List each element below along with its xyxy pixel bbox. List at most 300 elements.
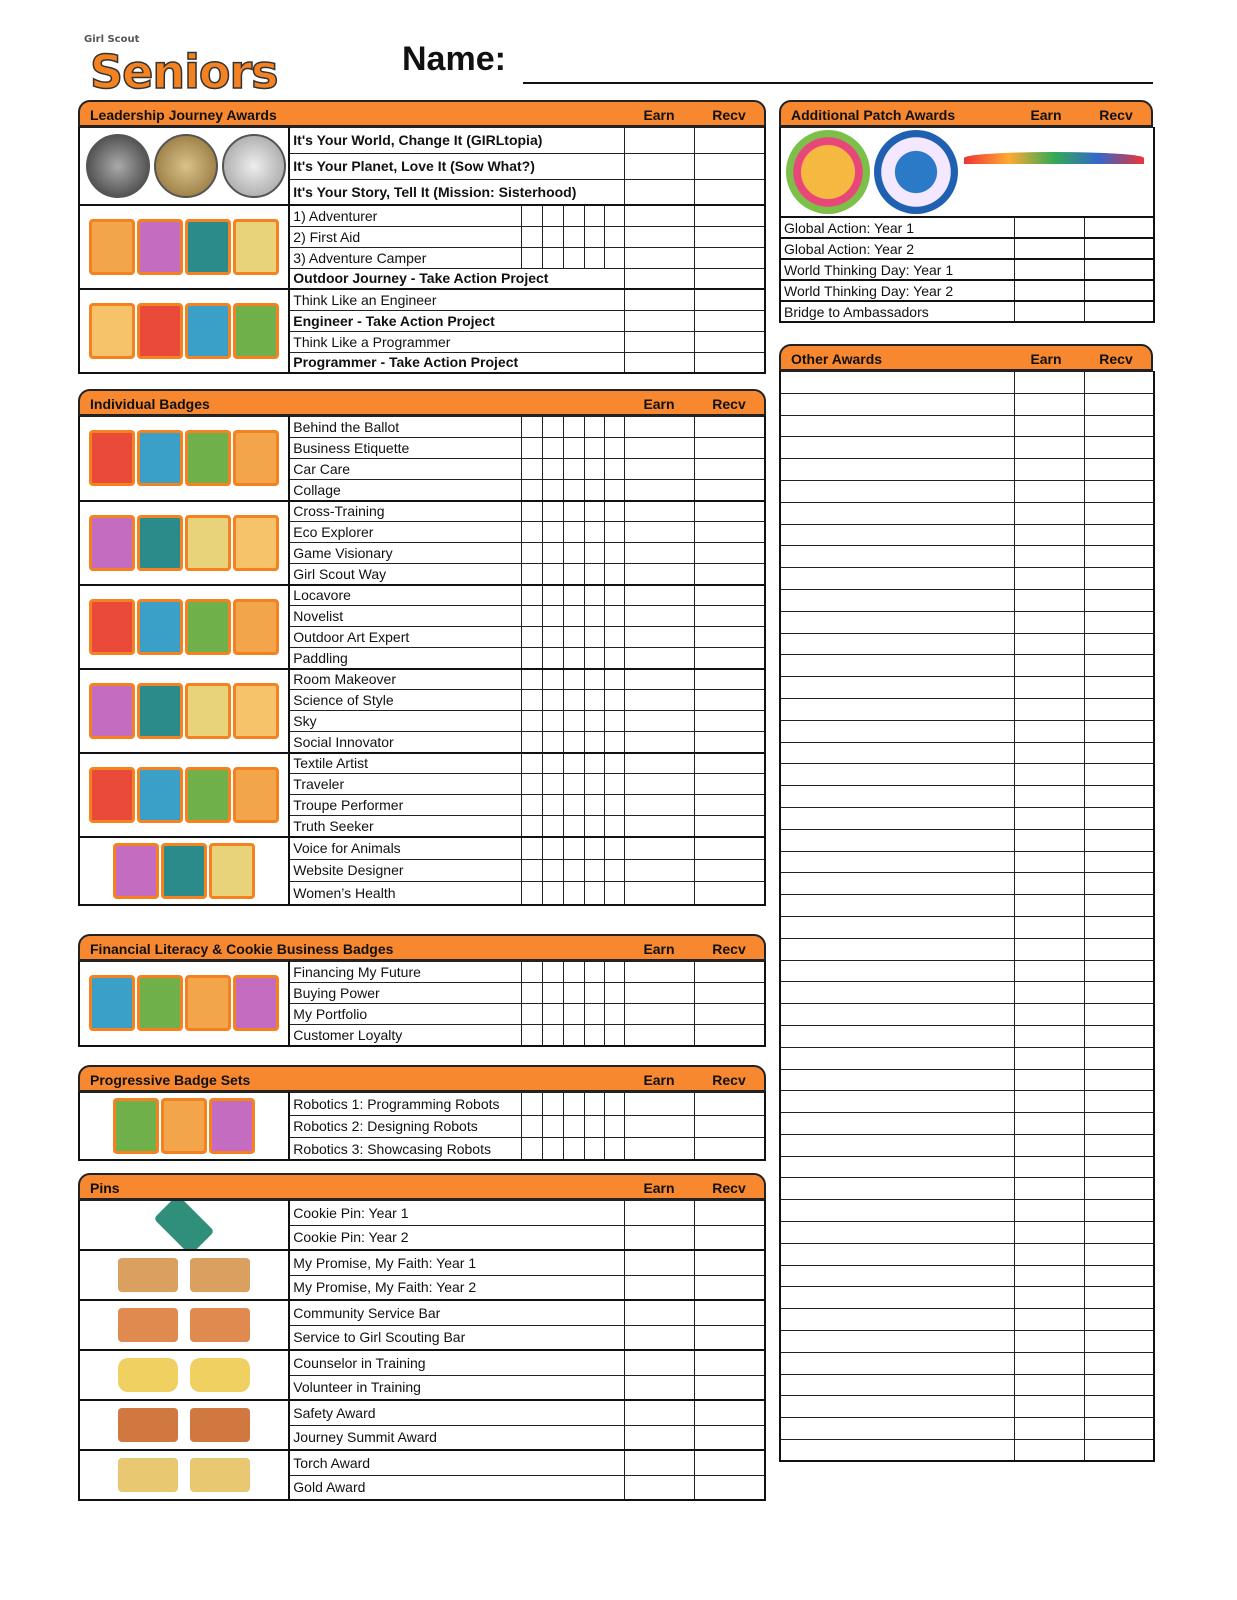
recv-cell[interactable]	[1084, 524, 1154, 546]
requirement-checkbox[interactable]	[543, 795, 564, 816]
recv-cell[interactable]	[1084, 1091, 1154, 1113]
earn-cell[interactable]	[625, 289, 695, 310]
requirement-checkbox[interactable]	[522, 459, 543, 480]
earn-cell[interactable]	[625, 816, 695, 837]
recv-cell[interactable]	[1084, 459, 1154, 481]
earn-cell[interactable]	[1014, 1222, 1084, 1244]
requirement-checkbox[interactable]	[605, 247, 625, 268]
requirement-checkbox[interactable]	[605, 417, 625, 438]
recv-cell[interactable]	[695, 480, 765, 501]
requirement-checkbox[interactable]	[522, 837, 543, 860]
earn-cell[interactable]	[1014, 546, 1084, 568]
earn-cell[interactable]	[1014, 1243, 1084, 1265]
earn-cell[interactable]	[1014, 1025, 1084, 1047]
recv-cell[interactable]	[1084, 1025, 1154, 1047]
earn-cell[interactable]	[1014, 372, 1084, 394]
earn-cell[interactable]	[1014, 829, 1084, 851]
requirement-checkbox[interactable]	[543, 501, 564, 522]
earn-cell[interactable]	[625, 501, 695, 522]
requirement-checkbox[interactable]	[564, 669, 585, 690]
recv-cell[interactable]	[1084, 1222, 1154, 1244]
earn-cell[interactable]	[1014, 764, 1084, 786]
recv-cell[interactable]	[1084, 1265, 1154, 1287]
requirement-checkbox[interactable]	[564, 247, 585, 268]
requirement-checkbox[interactable]	[564, 1138, 585, 1161]
earn-cell[interactable]	[625, 268, 695, 289]
earn-cell[interactable]	[1014, 1069, 1084, 1091]
requirement-checkbox[interactable]	[585, 1004, 605, 1025]
earn-cell[interactable]	[1014, 1352, 1084, 1374]
recv-cell[interactable]	[695, 331, 765, 352]
requirement-checkbox[interactable]	[585, 543, 605, 564]
award-name-cell[interactable]	[780, 1440, 1014, 1462]
recv-cell[interactable]	[1084, 1069, 1154, 1091]
recv-cell[interactable]	[1084, 960, 1154, 982]
recv-cell[interactable]	[1084, 1113, 1154, 1135]
requirement-checkbox[interactable]	[543, 438, 564, 459]
earn-cell[interactable]	[1014, 720, 1084, 742]
requirement-checkbox[interactable]	[522, 543, 543, 564]
requirement-checkbox[interactable]	[564, 882, 585, 905]
earn-cell[interactable]	[1014, 960, 1084, 982]
earn-cell[interactable]	[625, 585, 695, 606]
requirement-checkbox[interactable]	[543, 648, 564, 669]
requirement-checkbox[interactable]	[605, 438, 625, 459]
requirement-checkbox[interactable]	[564, 711, 585, 732]
requirement-checkbox[interactable]	[585, 1025, 605, 1046]
recv-cell[interactable]	[695, 205, 765, 226]
requirement-checkbox[interactable]	[543, 882, 564, 905]
earn-cell[interactable]	[625, 795, 695, 816]
requirement-checkbox[interactable]	[543, 669, 564, 690]
recv-cell[interactable]	[1084, 1396, 1154, 1418]
recv-cell[interactable]	[695, 648, 765, 669]
award-name-cell[interactable]	[780, 1287, 1014, 1309]
requirement-checkbox[interactable]	[585, 226, 605, 247]
requirement-checkbox[interactable]	[605, 1025, 625, 1046]
earn-cell[interactable]	[1014, 982, 1084, 1004]
earn-cell[interactable]	[1014, 1374, 1084, 1396]
award-name-cell[interactable]	[780, 1418, 1014, 1440]
requirement-checkbox[interactable]	[522, 564, 543, 585]
earn-cell[interactable]	[625, 522, 695, 543]
requirement-checkbox[interactable]	[564, 501, 585, 522]
requirement-checkbox[interactable]	[605, 669, 625, 690]
recv-cell[interactable]	[695, 774, 765, 795]
requirement-checkbox[interactable]	[564, 438, 585, 459]
earn-cell[interactable]	[1014, 873, 1084, 895]
earn-cell[interactable]	[625, 1250, 695, 1275]
requirement-checkbox[interactable]	[522, 795, 543, 816]
recv-cell[interactable]	[695, 606, 765, 627]
earn-cell[interactable]	[1014, 524, 1084, 546]
recv-cell[interactable]	[1084, 502, 1154, 524]
recv-cell[interactable]	[1084, 546, 1154, 568]
requirement-checkbox[interactable]	[585, 417, 605, 438]
requirement-checkbox[interactable]	[543, 226, 564, 247]
requirement-checkbox[interactable]	[522, 585, 543, 606]
requirement-checkbox[interactable]	[522, 774, 543, 795]
award-name-cell[interactable]	[780, 1200, 1014, 1222]
requirement-checkbox[interactable]	[543, 522, 564, 543]
award-name-cell[interactable]	[780, 1309, 1014, 1331]
earn-cell[interactable]	[625, 1225, 695, 1250]
requirement-checkbox[interactable]	[605, 816, 625, 837]
earn-cell[interactable]	[625, 331, 695, 352]
recv-cell[interactable]	[695, 1115, 765, 1138]
requirement-checkbox[interactable]	[522, 1004, 543, 1025]
recv-cell[interactable]	[695, 310, 765, 331]
award-name-cell[interactable]	[780, 393, 1014, 415]
earn-cell[interactable]	[1014, 611, 1084, 633]
recv-cell[interactable]	[1084, 1352, 1154, 1374]
earn-cell[interactable]	[625, 1400, 695, 1425]
earn-cell[interactable]	[625, 1425, 695, 1450]
recv-cell[interactable]	[1084, 1004, 1154, 1026]
earn-cell[interactable]	[625, 690, 695, 711]
earn-cell[interactable]	[1014, 677, 1084, 699]
earn-cell[interactable]	[625, 1375, 695, 1400]
award-name-cell[interactable]	[780, 786, 1014, 808]
requirement-checkbox[interactable]	[564, 543, 585, 564]
requirement-checkbox[interactable]	[564, 774, 585, 795]
requirement-checkbox[interactable]	[543, 1025, 564, 1046]
recv-cell[interactable]	[695, 962, 765, 983]
award-name-cell[interactable]	[780, 524, 1014, 546]
earn-cell[interactable]	[1014, 217, 1084, 238]
earn-cell[interactable]	[1014, 1004, 1084, 1026]
requirement-checkbox[interactable]	[543, 690, 564, 711]
requirement-checkbox[interactable]	[543, 774, 564, 795]
requirement-checkbox[interactable]	[522, 816, 543, 837]
earn-cell[interactable]	[625, 1004, 695, 1025]
earn-cell[interactable]	[625, 564, 695, 585]
recv-cell[interactable]	[1084, 611, 1154, 633]
requirement-checkbox[interactable]	[605, 1004, 625, 1025]
earn-cell[interactable]	[625, 1350, 695, 1375]
requirement-checkbox[interactable]	[564, 753, 585, 774]
requirement-checkbox[interactable]	[522, 627, 543, 648]
recv-cell[interactable]	[1084, 1287, 1154, 1309]
earn-cell[interactable]	[625, 153, 695, 179]
award-name-cell[interactable]	[780, 1069, 1014, 1091]
requirement-checkbox[interactable]	[522, 606, 543, 627]
award-name-cell[interactable]	[780, 611, 1014, 633]
requirement-checkbox[interactable]	[522, 690, 543, 711]
earn-cell[interactable]	[625, 606, 695, 627]
earn-cell[interactable]	[1014, 238, 1084, 259]
recv-cell[interactable]	[1084, 895, 1154, 917]
requirement-checkbox[interactable]	[585, 522, 605, 543]
requirement-checkbox[interactable]	[605, 627, 625, 648]
requirement-checkbox[interactable]	[564, 732, 585, 753]
recv-cell[interactable]	[695, 1201, 765, 1226]
requirement-checkbox[interactable]	[543, 585, 564, 606]
earn-cell[interactable]	[1014, 786, 1084, 808]
earn-cell[interactable]	[625, 459, 695, 480]
requirement-checkbox[interactable]	[543, 732, 564, 753]
recv-cell[interactable]	[695, 1093, 765, 1116]
requirement-checkbox[interactable]	[522, 732, 543, 753]
requirement-checkbox[interactable]	[605, 690, 625, 711]
earn-cell[interactable]	[625, 837, 695, 860]
requirement-checkbox[interactable]	[522, 226, 543, 247]
requirement-checkbox[interactable]	[585, 983, 605, 1004]
earn-cell[interactable]	[625, 1325, 695, 1350]
requirement-checkbox[interactable]	[564, 522, 585, 543]
requirement-checkbox[interactable]	[605, 774, 625, 795]
earn-cell[interactable]	[625, 438, 695, 459]
recv-cell[interactable]	[695, 690, 765, 711]
recv-cell[interactable]	[695, 1475, 765, 1500]
award-name-cell[interactable]	[780, 655, 1014, 677]
requirement-checkbox[interactable]	[564, 690, 585, 711]
earn-cell[interactable]	[1014, 698, 1084, 720]
recv-cell[interactable]	[695, 585, 765, 606]
earn-cell[interactable]	[1014, 1396, 1084, 1418]
earn-cell[interactable]	[1014, 480, 1084, 502]
requirement-checkbox[interactable]	[605, 226, 625, 247]
earn-cell[interactable]	[625, 882, 695, 905]
requirement-checkbox[interactable]	[605, 648, 625, 669]
requirement-checkbox[interactable]	[522, 882, 543, 905]
requirement-checkbox[interactable]	[605, 795, 625, 816]
earn-cell[interactable]	[625, 310, 695, 331]
requirement-checkbox[interactable]	[543, 627, 564, 648]
award-name-cell[interactable]	[780, 873, 1014, 895]
earn-cell[interactable]	[625, 859, 695, 882]
requirement-checkbox[interactable]	[585, 247, 605, 268]
recv-cell[interactable]	[1084, 1178, 1154, 1200]
requirement-checkbox[interactable]	[543, 1138, 564, 1161]
recv-cell[interactable]	[695, 882, 765, 905]
requirement-checkbox[interactable]	[522, 417, 543, 438]
requirement-checkbox[interactable]	[543, 753, 564, 774]
recv-cell[interactable]	[695, 268, 765, 289]
award-name-cell[interactable]	[780, 742, 1014, 764]
recv-cell[interactable]	[695, 1275, 765, 1300]
recv-cell[interactable]	[1084, 568, 1154, 590]
requirement-checkbox[interactable]	[585, 962, 605, 983]
earn-cell[interactable]	[625, 205, 695, 226]
earn-cell[interactable]	[625, 1475, 695, 1500]
award-name-cell[interactable]	[780, 807, 1014, 829]
award-name-cell[interactable]	[780, 916, 1014, 938]
requirement-checkbox[interactable]	[543, 1093, 564, 1116]
recv-cell[interactable]	[695, 1425, 765, 1450]
recv-cell[interactable]	[695, 837, 765, 860]
earn-cell[interactable]	[1014, 1134, 1084, 1156]
recv-cell[interactable]	[695, 1300, 765, 1325]
award-name-cell[interactable]	[780, 1156, 1014, 1178]
earn-cell[interactable]	[1014, 415, 1084, 437]
earn-cell[interactable]	[1014, 938, 1084, 960]
requirement-checkbox[interactable]	[585, 1093, 605, 1116]
requirement-checkbox[interactable]	[605, 480, 625, 501]
requirement-checkbox[interactable]	[522, 438, 543, 459]
requirement-checkbox[interactable]	[543, 480, 564, 501]
requirement-checkbox[interactable]	[585, 438, 605, 459]
requirement-checkbox[interactable]	[564, 564, 585, 585]
requirement-checkbox[interactable]	[543, 859, 564, 882]
earn-cell[interactable]	[1014, 655, 1084, 677]
earn-cell[interactable]	[1014, 459, 1084, 481]
recv-cell[interactable]	[1084, 301, 1154, 322]
earn-cell[interactable]	[1014, 301, 1084, 322]
earn-cell[interactable]	[1014, 280, 1084, 301]
requirement-checkbox[interactable]	[585, 459, 605, 480]
recv-cell[interactable]	[695, 564, 765, 585]
requirement-checkbox[interactable]	[585, 585, 605, 606]
award-name-cell[interactable]	[780, 1243, 1014, 1265]
recv-cell[interactable]	[695, 1450, 765, 1475]
requirement-checkbox[interactable]	[543, 459, 564, 480]
recv-cell[interactable]	[1084, 1309, 1154, 1331]
recv-cell[interactable]	[695, 732, 765, 753]
requirement-checkbox[interactable]	[605, 585, 625, 606]
recv-cell[interactable]	[1084, 393, 1154, 415]
award-name-cell[interactable]	[780, 960, 1014, 982]
requirement-checkbox[interactable]	[585, 480, 605, 501]
requirement-checkbox[interactable]	[585, 648, 605, 669]
earn-cell[interactable]	[1014, 742, 1084, 764]
requirement-checkbox[interactable]	[605, 753, 625, 774]
earn-cell[interactable]	[625, 627, 695, 648]
earn-cell[interactable]	[1014, 1287, 1084, 1309]
earn-cell[interactable]	[1014, 633, 1084, 655]
recv-cell[interactable]	[695, 1138, 765, 1161]
requirement-checkbox[interactable]	[522, 669, 543, 690]
recv-cell[interactable]	[1084, 589, 1154, 611]
award-name-cell[interactable]	[780, 1374, 1014, 1396]
requirement-checkbox[interactable]	[522, 648, 543, 669]
award-name-cell[interactable]	[780, 437, 1014, 459]
recv-cell[interactable]	[695, 1375, 765, 1400]
recv-cell[interactable]	[1084, 238, 1154, 259]
requirement-checkbox[interactable]	[522, 1025, 543, 1046]
earn-cell[interactable]	[625, 247, 695, 268]
requirement-checkbox[interactable]	[585, 1115, 605, 1138]
earn-cell[interactable]	[1014, 589, 1084, 611]
requirement-checkbox[interactable]	[522, 753, 543, 774]
award-name-cell[interactable]	[780, 720, 1014, 742]
award-name-cell[interactable]	[780, 1265, 1014, 1287]
requirement-checkbox[interactable]	[585, 795, 605, 816]
requirement-checkbox[interactable]	[564, 983, 585, 1004]
earn-cell[interactable]	[1014, 1309, 1084, 1331]
recv-cell[interactable]	[1084, 1331, 1154, 1353]
recv-cell[interactable]	[1084, 1374, 1154, 1396]
requirement-checkbox[interactable]	[605, 522, 625, 543]
award-name-cell[interactable]	[780, 1025, 1014, 1047]
recv-cell[interactable]	[1084, 1200, 1154, 1222]
recv-cell[interactable]	[695, 753, 765, 774]
earn-cell[interactable]	[625, 1115, 695, 1138]
earn-cell[interactable]	[1014, 1331, 1084, 1353]
recv-cell[interactable]	[1084, 633, 1154, 655]
earn-cell[interactable]	[625, 1450, 695, 1475]
recv-cell[interactable]	[1084, 742, 1154, 764]
earn-cell[interactable]	[625, 417, 695, 438]
requirement-checkbox[interactable]	[543, 983, 564, 1004]
requirement-checkbox[interactable]	[585, 690, 605, 711]
earn-cell[interactable]	[625, 1275, 695, 1300]
recv-cell[interactable]	[1084, 1440, 1154, 1462]
earn-cell[interactable]	[1014, 807, 1084, 829]
requirement-checkbox[interactable]	[543, 606, 564, 627]
requirement-checkbox[interactable]	[564, 1025, 585, 1046]
award-name-cell[interactable]	[780, 1396, 1014, 1418]
requirement-checkbox[interactable]	[522, 711, 543, 732]
recv-cell[interactable]	[695, 459, 765, 480]
requirement-checkbox[interactable]	[564, 205, 585, 226]
recv-cell[interactable]	[1084, 720, 1154, 742]
requirement-checkbox[interactable]	[564, 859, 585, 882]
requirement-checkbox[interactable]	[522, 859, 543, 882]
recv-cell[interactable]	[695, 816, 765, 837]
award-name-cell[interactable]	[780, 415, 1014, 437]
recv-cell[interactable]	[695, 1250, 765, 1275]
earn-cell[interactable]	[625, 1025, 695, 1046]
award-name-cell[interactable]	[780, 589, 1014, 611]
recv-cell[interactable]	[1084, 807, 1154, 829]
award-name-cell[interactable]	[780, 982, 1014, 1004]
recv-cell[interactable]	[695, 711, 765, 732]
requirement-checkbox[interactable]	[585, 606, 605, 627]
requirement-checkbox[interactable]	[522, 205, 543, 226]
award-name-cell[interactable]	[780, 851, 1014, 873]
award-name-cell[interactable]	[780, 895, 1014, 917]
requirement-checkbox[interactable]	[564, 962, 585, 983]
name-input-line[interactable]	[523, 82, 1153, 84]
award-name-cell[interactable]	[780, 633, 1014, 655]
award-name-cell[interactable]	[780, 1222, 1014, 1244]
recv-cell[interactable]	[1084, 982, 1154, 1004]
requirement-checkbox[interactable]	[585, 627, 605, 648]
recv-cell[interactable]	[695, 438, 765, 459]
award-name-cell[interactable]	[780, 1113, 1014, 1135]
recv-cell[interactable]	[695, 627, 765, 648]
earn-cell[interactable]	[625, 962, 695, 983]
requirement-checkbox[interactable]	[605, 1093, 625, 1116]
earn-cell[interactable]	[625, 648, 695, 669]
award-name-cell[interactable]	[780, 764, 1014, 786]
recv-cell[interactable]	[695, 179, 765, 205]
requirement-checkbox[interactable]	[564, 459, 585, 480]
earn-cell[interactable]	[625, 352, 695, 373]
recv-cell[interactable]	[695, 352, 765, 373]
award-name-cell[interactable]	[780, 1134, 1014, 1156]
requirement-checkbox[interactable]	[585, 882, 605, 905]
requirement-checkbox[interactable]	[605, 859, 625, 882]
requirement-checkbox[interactable]	[564, 606, 585, 627]
recv-cell[interactable]	[1084, 1418, 1154, 1440]
award-name-cell[interactable]	[780, 1091, 1014, 1113]
recv-cell[interactable]	[695, 543, 765, 564]
recv-cell[interactable]	[1084, 415, 1154, 437]
earn-cell[interactable]	[1014, 1440, 1084, 1462]
earn-cell[interactable]	[625, 669, 695, 690]
earn-cell[interactable]	[1014, 1156, 1084, 1178]
requirement-checkbox[interactable]	[543, 816, 564, 837]
requirement-checkbox[interactable]	[522, 1115, 543, 1138]
requirement-checkbox[interactable]	[585, 816, 605, 837]
requirement-checkbox[interactable]	[564, 1093, 585, 1116]
recv-cell[interactable]	[695, 522, 765, 543]
requirement-checkbox[interactable]	[585, 753, 605, 774]
requirement-checkbox[interactable]	[605, 962, 625, 983]
earn-cell[interactable]	[1014, 259, 1084, 280]
